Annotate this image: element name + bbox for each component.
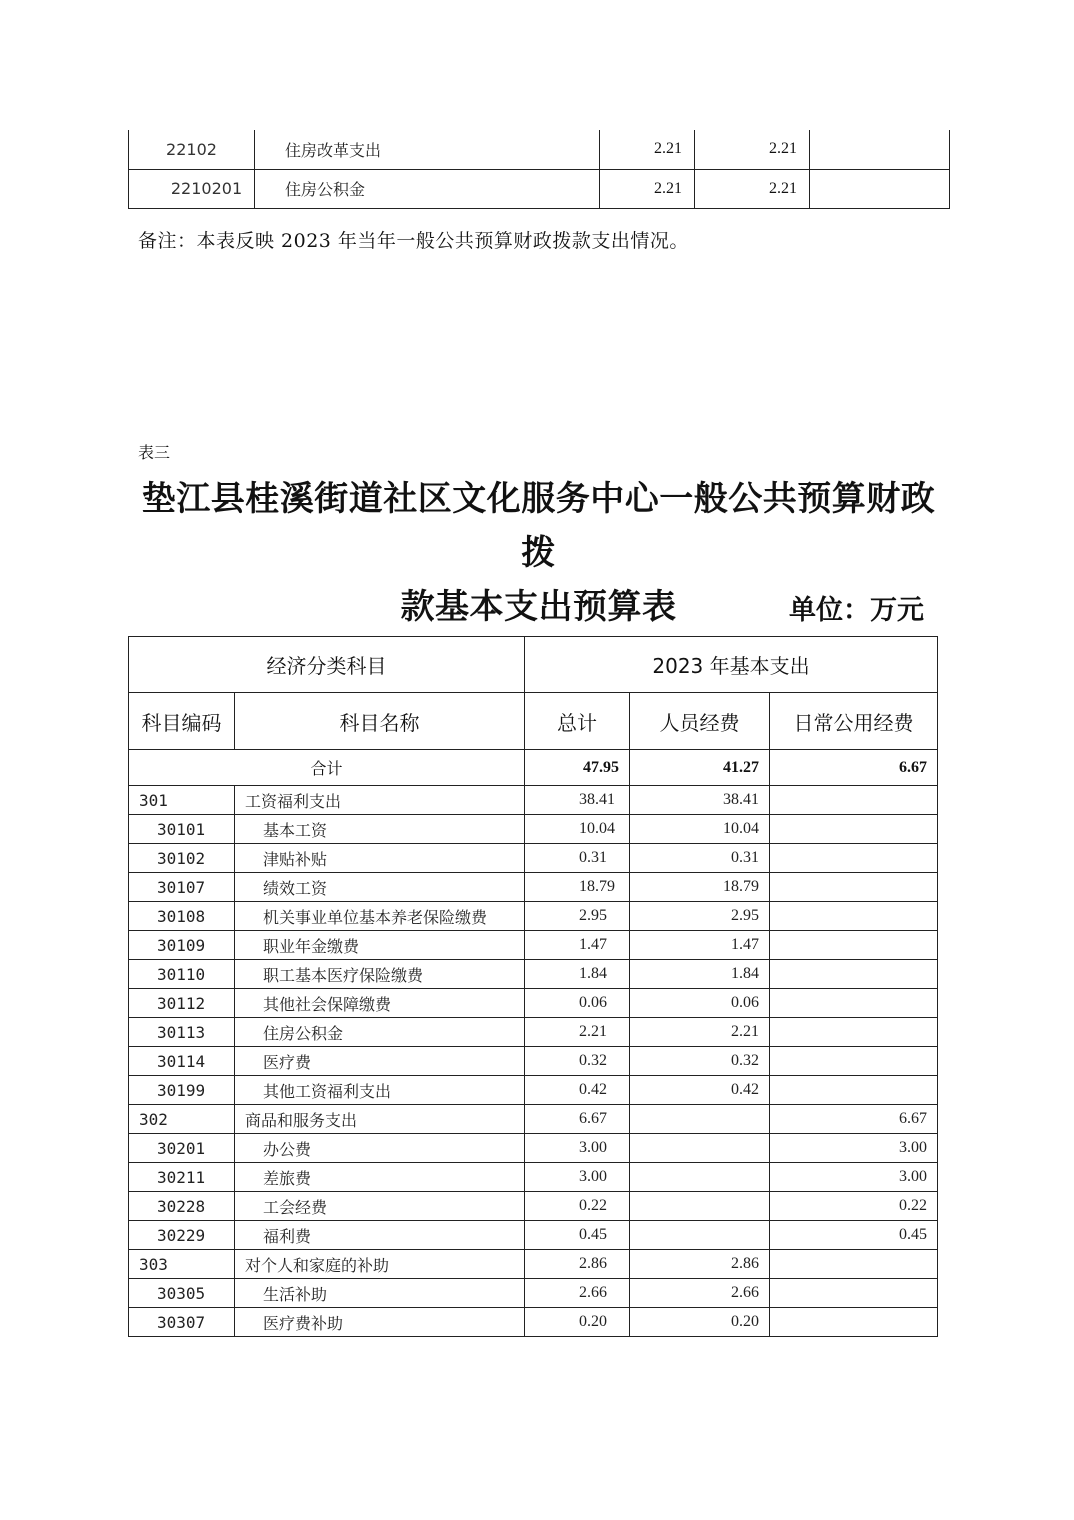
amount-total: 0.42 xyxy=(525,1076,630,1105)
amount-total: 3.00 xyxy=(525,1163,630,1192)
header-personnel: 人员经费 xyxy=(630,693,770,750)
table-row xyxy=(129,902,938,931)
amount-total: 18.79 xyxy=(525,873,630,902)
amount-personnel: 2.86 xyxy=(630,1250,770,1279)
continuation-table xyxy=(128,130,950,209)
subject-code: 30229 xyxy=(129,1221,235,1250)
subject-code: 301 xyxy=(129,786,235,815)
subject-name: 职工基本医疗保险缴费 xyxy=(235,960,525,989)
table-row xyxy=(129,1308,938,1337)
subject-name: 住房公积金 xyxy=(235,1018,525,1047)
subject-code: 302 xyxy=(129,1105,235,1134)
amount-total: 0.20 xyxy=(525,1308,630,1337)
table-row xyxy=(129,1047,938,1076)
table-row xyxy=(129,989,938,1018)
header-public: 日常公用经费 xyxy=(770,693,938,750)
amount-public xyxy=(770,873,938,902)
amount-total: 2.21 xyxy=(600,169,695,208)
subject-code: 30110 xyxy=(129,960,235,989)
amount-personnel: 2.21 xyxy=(630,1018,770,1047)
subject-code: 30113 xyxy=(129,1018,235,1047)
amount-personnel: 0.42 xyxy=(630,1076,770,1105)
table-row xyxy=(129,1105,938,1134)
table-row xyxy=(129,960,938,989)
amount-personnel: 2.21 xyxy=(695,169,810,208)
table-label: 表三 xyxy=(138,443,171,462)
total-total: 47.95 xyxy=(525,750,630,786)
subject-name: 商品和服务支出 xyxy=(235,1105,525,1134)
amount-total: 3.00 xyxy=(525,1134,630,1163)
subject-code: 30101 xyxy=(129,815,235,844)
title-line-1: 垫江县桂溪街道社区文化服务中心一般公共预算财政拨 xyxy=(141,479,936,573)
continuation-table-body xyxy=(129,130,950,208)
amount-total: 0.31 xyxy=(525,844,630,873)
total-public: 6.67 xyxy=(770,750,938,786)
amount-public xyxy=(770,989,938,1018)
subject-code: 30201 xyxy=(129,1134,235,1163)
amount-personnel: 2.95 xyxy=(630,902,770,931)
subject-name: 医疗费 xyxy=(235,1047,525,1076)
table-row xyxy=(129,815,938,844)
subject-name: 其他工资福利支出 xyxy=(235,1076,525,1105)
subject-code: 30107 xyxy=(129,873,235,902)
amount-personnel: 10.04 xyxy=(630,815,770,844)
subject-code: 30102 xyxy=(129,844,235,873)
amount-public xyxy=(810,130,950,169)
amount-personnel xyxy=(630,1163,770,1192)
amount-total: 38.41 xyxy=(525,786,630,815)
subject-name: 办公费 xyxy=(235,1134,525,1163)
header-economic-category: 经济分类科目 xyxy=(129,637,525,693)
subject-name: 住房公积金 xyxy=(255,169,600,208)
subject-code: 30112 xyxy=(129,989,235,1018)
subject-name: 对个人和家庭的补助 xyxy=(235,1250,525,1279)
table-row xyxy=(129,844,938,873)
amount-personnel: 1.84 xyxy=(630,960,770,989)
total-row xyxy=(129,750,938,786)
amount-total: 1.47 xyxy=(525,931,630,960)
subject-name: 工会经费 xyxy=(235,1192,525,1221)
table-row xyxy=(129,1221,938,1250)
amount-total: 10.04 xyxy=(525,815,630,844)
table-row xyxy=(129,1076,938,1105)
subject-code: 30305 xyxy=(129,1279,235,1308)
budget-table xyxy=(128,636,938,1337)
amount-public xyxy=(770,1076,938,1105)
table-row xyxy=(129,1192,938,1221)
amount-total: 2.66 xyxy=(525,1279,630,1308)
amount-public: 3.00 xyxy=(770,1134,938,1163)
subject-code: 30199 xyxy=(129,1076,235,1105)
amount-public: 0.45 xyxy=(770,1221,938,1250)
amount-total: 1.84 xyxy=(525,960,630,989)
amount-personnel: 0.31 xyxy=(630,844,770,873)
header-basic-expenditure: 2023 年基本支出 xyxy=(525,637,938,693)
amount-public xyxy=(770,1250,938,1279)
amount-public xyxy=(810,169,950,208)
table-row xyxy=(129,786,938,815)
amount-public: 3.00 xyxy=(770,1163,938,1192)
amount-total: 2.21 xyxy=(600,130,695,169)
table-row xyxy=(129,1134,938,1163)
subject-name: 医疗费补助 xyxy=(235,1308,525,1337)
budget-table-body xyxy=(129,637,938,1337)
subject-name: 差旅费 xyxy=(235,1163,525,1192)
table-note: 备注：本表反映 2023 年当年一般公共预算财政拨款支出情况。 xyxy=(138,230,689,252)
amount-personnel: 1.47 xyxy=(630,931,770,960)
amount-public xyxy=(770,1018,938,1047)
subject-name: 福利费 xyxy=(235,1221,525,1250)
amount-public xyxy=(770,786,938,815)
subject-name: 职业年金缴费 xyxy=(235,931,525,960)
subject-name: 其他社会保障缴费 xyxy=(235,989,525,1018)
amount-total: 6.67 xyxy=(525,1105,630,1134)
table-row xyxy=(129,169,950,208)
header-group-row xyxy=(129,637,938,693)
amount-personnel xyxy=(630,1105,770,1134)
amount-public xyxy=(770,960,938,989)
amount-total: 0.32 xyxy=(525,1047,630,1076)
amount-personnel: 18.79 xyxy=(630,873,770,902)
table-row xyxy=(129,1163,938,1192)
amount-personnel xyxy=(630,1134,770,1163)
table-row xyxy=(129,873,938,902)
amount-public xyxy=(770,1308,938,1337)
amount-personnel: 38.41 xyxy=(630,786,770,815)
unit-label: 单位：万元 xyxy=(789,595,924,626)
table-row xyxy=(129,130,950,169)
subject-name: 生活补助 xyxy=(235,1279,525,1308)
amount-total: 0.45 xyxy=(525,1221,630,1250)
subject-name: 津贴补贴 xyxy=(235,844,525,873)
subject-code: 303 xyxy=(129,1250,235,1279)
total-personnel: 41.27 xyxy=(630,750,770,786)
table-row xyxy=(129,1279,938,1308)
header-total: 总计 xyxy=(525,693,630,750)
subject-code: 30211 xyxy=(129,1163,235,1192)
subject-code: 30109 xyxy=(129,931,235,960)
table-row xyxy=(129,1250,938,1279)
table-row xyxy=(129,1018,938,1047)
header-subject-name: 科目名称 xyxy=(235,693,525,750)
amount-personnel xyxy=(630,1221,770,1250)
amount-public xyxy=(770,1047,938,1076)
subject-code: 2210201 xyxy=(129,169,255,208)
amount-public xyxy=(770,1279,938,1308)
subject-code: 30114 xyxy=(129,1047,235,1076)
amount-public xyxy=(770,815,938,844)
amount-total: 2.86 xyxy=(525,1250,630,1279)
subject-name: 机关事业单位基本养老保险缴费 xyxy=(235,902,525,931)
subject-name: 住房改革支出 xyxy=(255,130,600,169)
amount-public: 6.67 xyxy=(770,1105,938,1134)
header-column-row xyxy=(129,693,938,750)
subject-code: 30108 xyxy=(129,902,235,931)
amount-total: 2.95 xyxy=(525,902,630,931)
subject-code: 22102 xyxy=(129,130,255,169)
table-row xyxy=(129,931,938,960)
subject-code: 30307 xyxy=(129,1308,235,1337)
amount-public xyxy=(770,844,938,873)
subject-code: 30228 xyxy=(129,1192,235,1221)
amount-public xyxy=(770,931,938,960)
subject-name: 基本工资 xyxy=(235,815,525,844)
amount-personnel: 2.21 xyxy=(695,130,810,169)
subject-name: 绩效工资 xyxy=(235,873,525,902)
amount-total: 0.22 xyxy=(525,1192,630,1221)
subject-name: 工资福利支出 xyxy=(235,786,525,815)
total-label: 合计 xyxy=(129,750,525,786)
amount-total: 2.21 xyxy=(525,1018,630,1047)
amount-personnel: 0.06 xyxy=(630,989,770,1018)
amount-public: 0.22 xyxy=(770,1192,938,1221)
amount-personnel xyxy=(630,1192,770,1221)
amount-personnel: 0.32 xyxy=(630,1047,770,1076)
amount-total: 0.06 xyxy=(525,989,630,1018)
amount-personnel: 0.20 xyxy=(630,1308,770,1337)
header-subject-code: 科目编码 xyxy=(129,693,235,750)
title-line-2: 款基本支出预算表 xyxy=(400,587,677,627)
amount-public xyxy=(770,902,938,931)
amount-personnel: 2.66 xyxy=(630,1279,770,1308)
